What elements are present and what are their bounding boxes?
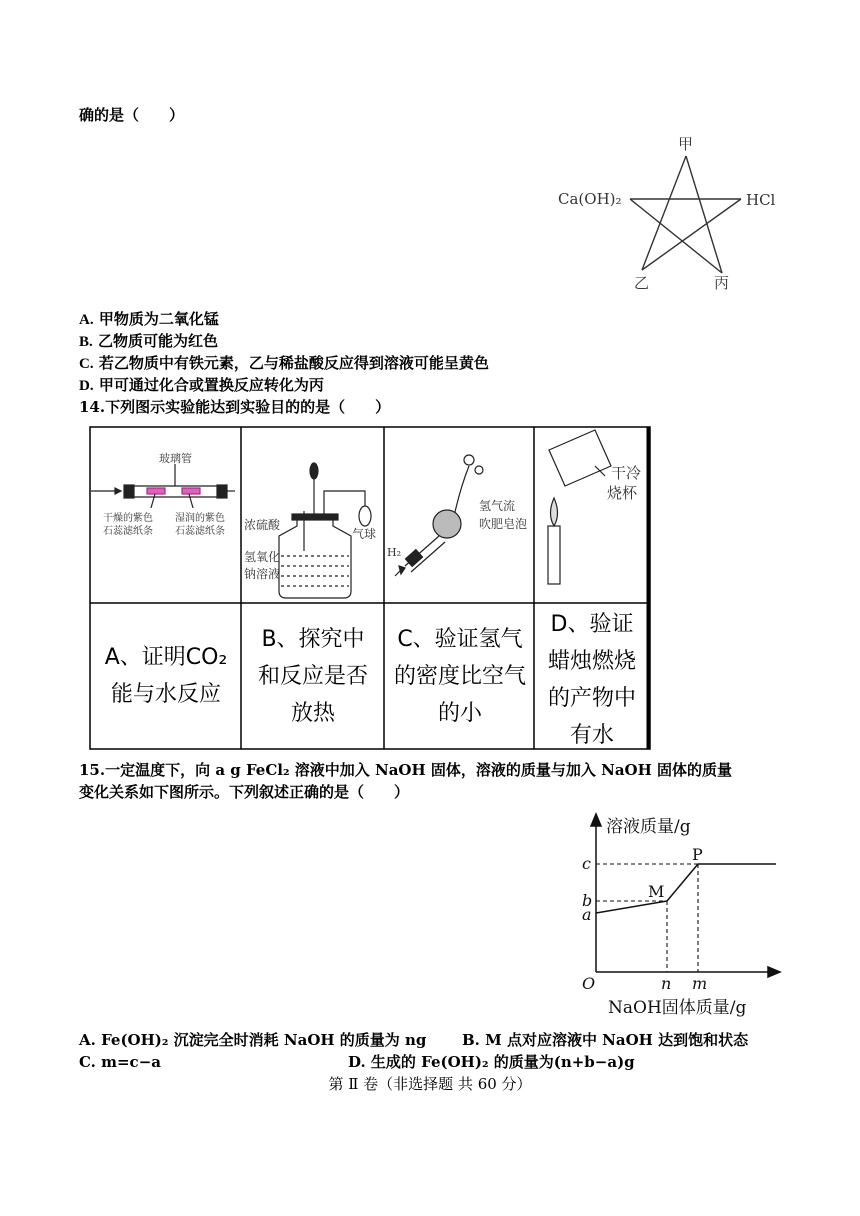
graph-ytick-b: b — [582, 891, 593, 910]
figure-b-label-balloon: 气球 — [352, 527, 377, 541]
figure-b-label-naoh-2: 钠溶液 — [244, 567, 281, 581]
q14-cell-d: D、验证 蜡烛燃烧 的产物中 有水 — [547, 612, 636, 748]
figure-c-label-flow-2: 吹肥皂泡 — [479, 517, 528, 531]
q14-cell-c: C、验证氢气 的密度比空气 的小 — [393, 627, 526, 726]
graph-ylabel: 溶液质量/g — [606, 817, 691, 837]
figure-d-label-1: 干冷 — [611, 464, 642, 482]
q14-stem: 14.下列图示实验能达到实验目的的是（ ） — [79, 398, 391, 416]
graph-ytick-a: a — [582, 905, 592, 924]
q15-option-a: A. Fe(OH)₂ 沉淀完全时消耗 NaOH 的质量为 ng — [79, 1031, 427, 1049]
q15-graph — [572, 808, 812, 1022]
star-bottom-left-label: 乙 — [634, 274, 650, 292]
figure-a-label-wet-1: 湿润的紫色 — [175, 513, 225, 524]
section-title: 第 Ⅱ 卷（非选择题 共 60 分） — [328, 1075, 532, 1093]
figure-c-soap-bubbles — [395, 455, 483, 576]
figure-c-label-h2: H₂ — [387, 546, 402, 559]
q15-stem-line1: 15.一定温度下，向 a g FeCl₂ 溶液中加入 NaOH 固体，溶液的质量与加入 NaOH 固体的质量 — [79, 761, 733, 779]
graph-xlabel: NaOH固体质量/g — [608, 998, 747, 1018]
figure-c-label-flow-1: 氢气流 — [479, 499, 516, 513]
figure-a-label-dry-2: 石蕊滤纸条 — [103, 526, 153, 537]
star-right-label: HCl — [746, 191, 776, 209]
q13-option-d: D. 甲可通过化合或置换反应转化为丙 — [79, 376, 324, 394]
figure-a-glass-tube — [91, 464, 235, 508]
q13-option-c: C. 若乙物质中有铁元素，乙与稀盐酸反应得到溶液可能呈黄色 — [79, 354, 489, 372]
q13-stem-tail: 确的是（ ） — [79, 106, 185, 124]
q14-cell-b: B、探究中 和反应是否 放热 — [257, 627, 368, 726]
graph-origin: O — [582, 974, 596, 993]
star-left-label: Ca(OH)₂ — [558, 190, 622, 208]
graph-ytick-c: c — [582, 854, 591, 873]
graph-point-p: P — [692, 845, 703, 864]
figure-d-candle-beaker — [548, 430, 611, 584]
q15-stem-line2: 变化关系如下图所示。下列叙述正确的是（ ） — [79, 783, 410, 801]
graph-xtick-n: n — [661, 974, 672, 993]
graph-xtick-m: m — [692, 974, 708, 993]
star-bottom-right-label: 丙 — [714, 274, 730, 292]
q15-option-d: D. 生成的 Fe(OH)₂ 的质量为(n+b−a)g — [348, 1053, 635, 1071]
figure-b-label-acid: 浓硫酸 — [244, 518, 281, 532]
graph-point-m: M — [648, 882, 665, 901]
star-diagram — [550, 130, 790, 295]
figure-a-label-wet-2: 石蕊滤纸条 — [175, 526, 225, 537]
figure-a-label-tube: 玻璃管 — [159, 452, 192, 465]
figure-b-label-naoh-1: 氢氧化 — [244, 550, 281, 564]
q15-option-b: B. M 点对应溶液中 NaOH 达到饱和状态 — [462, 1031, 749, 1049]
figure-a-label-dry-1: 干燥的紫色 — [103, 513, 153, 524]
figure-d-label-2: 烧杯 — [607, 484, 638, 502]
q13-option-b: B. 乙物质可能为红色 — [79, 332, 219, 350]
q15-option-c: C. m=c−a — [79, 1053, 161, 1071]
q14-cell-a: A、证明CO₂ 能与水反应 — [104, 645, 228, 707]
star-top-label: 甲 — [678, 135, 694, 153]
q13-option-a: A. 甲物质为二氧化锰 — [79, 310, 219, 328]
q14-figure-table — [89, 426, 651, 750]
